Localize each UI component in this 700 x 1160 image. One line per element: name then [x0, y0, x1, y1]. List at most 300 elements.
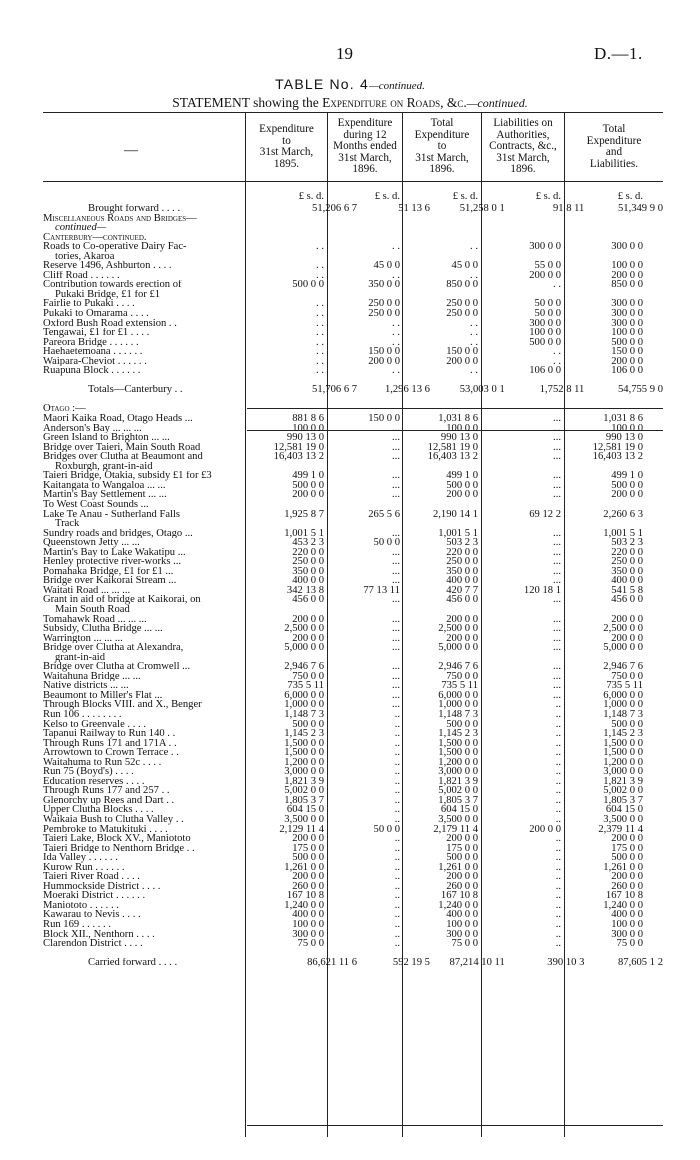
amount-cell: . . [470, 269, 478, 281]
amount-cell: 12,581 19 0 [592, 441, 643, 453]
amount-cell: 120 18 1 [523, 584, 561, 596]
row-label: Taieri River Road . . . . [43, 872, 140, 882]
row-label: Maori Kaika Road, Otago Heads ... [43, 414, 193, 424]
header-bottom-rule [43, 181, 663, 182]
amount-cell [327, 395, 402, 405]
row-label: Bridge over Taieri, Main South Road [43, 442, 201, 453]
amount-cell: ... [553, 565, 561, 577]
row-label: Sundry roads and bridges, Otago ... [43, 528, 193, 539]
amount-cell: 1,145 2 3 [284, 728, 324, 740]
amount-cell: 1,240 0 0 [603, 899, 643, 911]
amount-cell: ... [392, 670, 400, 682]
row-label: Carried forward . . . . [88, 958, 178, 968]
table-row [43, 471, 663, 481]
amount-cell: ... [553, 632, 561, 644]
amount-cell: 400 0 0 [446, 575, 478, 587]
amount-cell: . . [316, 269, 324, 281]
amount-cell [327, 214, 402, 224]
amount-cell: 300 0 0 [611, 298, 643, 310]
amount-cell: 1,148 7 3 [603, 708, 643, 720]
amount-cell: 1,261 0 0 [284, 861, 324, 873]
amount-cell: 500 0 0 [611, 718, 643, 730]
amount-cell [414, 223, 493, 233]
amount-cell: 1,296 13 6 [384, 384, 430, 396]
amount-cell: 1,752 8 11 [539, 384, 585, 396]
table-row [43, 853, 663, 863]
amount-cell: ... [392, 451, 400, 463]
amount-cell: 1,000 0 0 [438, 699, 478, 711]
amount-cell: .. [555, 814, 561, 825]
header-line: Liabilities. [589, 157, 639, 170]
amount-cell: .. [394, 899, 400, 911]
amount-cell: ... [392, 699, 400, 711]
row-label: Run 169 . . . . . . [43, 920, 111, 930]
amount-cell: ... [392, 422, 400, 434]
amount-cell: 51,349 9 0 [617, 203, 663, 214]
amount-cell: 990 13 0 [440, 432, 478, 444]
row-label: Pembroke to Matukituki . . . . [43, 824, 168, 835]
amount-cell: 175 0 0 [292, 842, 324, 854]
row-label: Pukaki to Omarama . . . . [43, 309, 149, 319]
amount-cell: 51 13 6 [398, 203, 430, 214]
amount-cell: 150 0 0 [368, 346, 400, 358]
table-title-continued: —continued. [368, 80, 425, 92]
amount-cell: ... [553, 623, 561, 635]
column-header-exp-1895 [246, 124, 327, 170]
amount-cell: 16,403 13 2 [273, 451, 324, 463]
amount-cell: ... [392, 575, 400, 587]
table-row [43, 261, 663, 271]
amount-cell: . . [316, 355, 324, 367]
amount-cell: 1,500 0 0 [603, 737, 643, 749]
amount-cell [339, 605, 414, 615]
amount-cell: 100 0 0 [292, 422, 324, 434]
amount-cell: 735 5 11 [606, 680, 643, 692]
amount-cell: .. [555, 794, 561, 806]
table-row [43, 920, 663, 930]
amount-cell: 220 0 0 [611, 546, 643, 558]
amount-cell: .. [555, 718, 561, 730]
amount-cell: .. [394, 728, 400, 740]
table-row [43, 825, 663, 835]
amount-cell: 51,258 0 1 [459, 203, 505, 214]
table-row [43, 557, 663, 567]
amount-cell: 250 0 0 [292, 556, 324, 568]
amount-cell: 2,179 11 4 [433, 823, 478, 835]
amount-cell: .. [394, 852, 400, 864]
amount-cell: .. [555, 842, 561, 854]
amount-cell: 2,190 14 1 [432, 508, 478, 520]
row-label: Kurow Run . . . . . . [43, 862, 125, 873]
amount-cell: 503 2 3 [611, 537, 643, 549]
amount-cell: .. [555, 852, 561, 864]
amount-cell: .. [394, 871, 400, 883]
amount-cell: 2,260 6 3 [603, 508, 643, 520]
table-row [43, 433, 663, 443]
amount-cell: .. [394, 909, 400, 921]
amount-cell: 5,000 0 0 [438, 642, 478, 654]
amount-cell: 6,000 0 0 [284, 689, 324, 701]
amount-cell: 1,001 5 1 [603, 527, 643, 539]
row-label: Run 75 (Boyd's) . . . . [43, 767, 134, 777]
amount-cell: 1,261 0 0 [603, 861, 643, 873]
amount-cell: 750 0 0 [611, 670, 643, 682]
amount-cell: 75 0 0 [451, 938, 478, 950]
table-row [43, 481, 663, 491]
table-row [43, 796, 663, 806]
amount-cell: 1,261 0 0 [438, 861, 478, 873]
amount-cell: 500 0 0 [611, 336, 643, 348]
row-label: Taieri Bridge, Otakia, subsidy £1 for £3 [43, 471, 212, 481]
amount-cell: 220 0 0 [292, 546, 324, 558]
amount-cell: .. [394, 938, 400, 950]
amount-cell: 300 0 0 [446, 928, 478, 940]
amount-cell [493, 605, 576, 615]
row-label: Lake Te Anau - Sutherland Falls [43, 509, 181, 520]
table-row [43, 519, 663, 529]
row-label: Native districts ... ... [43, 681, 129, 691]
row-label: Waipara-Cheviot . . . . . . [43, 356, 147, 367]
amount-cell: 400 0 0 [611, 909, 643, 921]
row-label: Martin's Bay Settlement ... ... [43, 490, 167, 500]
amount-cell: ... [392, 556, 400, 568]
amount-cell: 100 0 0 [446, 919, 478, 931]
table-row [43, 624, 663, 634]
table-row [43, 815, 663, 825]
amount-cell: ... [553, 661, 561, 673]
amount-cell: 260 0 0 [292, 880, 324, 892]
amount-cell: 350 0 0 [292, 565, 324, 577]
amount-cell: 175 0 0 [446, 842, 478, 854]
amount-cell: 420 7 7 [446, 584, 478, 596]
amount-cell: . . [392, 241, 400, 253]
amount-cell: 200 0 0 [611, 269, 643, 281]
amount-cell: 50 0 0 [534, 308, 561, 320]
row-label: Bridge over Clutha at Cromwell ... [43, 662, 191, 672]
amount-cell: 350 0 0 [611, 565, 643, 577]
amount-cell: 250 0 0 [611, 556, 643, 568]
amount-cell: ... [553, 642, 561, 654]
amount-cell: 500 0 0 [529, 336, 561, 348]
amount-cell: 75 0 0 [616, 938, 643, 950]
amount-cell: 45 0 0 [373, 260, 400, 272]
row-label: Contribution towards erection of [43, 280, 182, 290]
amount-cell: .. [394, 737, 400, 749]
table-row [43, 863, 663, 873]
amount-cell: 1,821 3 9 [438, 775, 478, 787]
amount-cell: ... [392, 479, 400, 491]
amount-cell: 100 0 0 [611, 422, 643, 434]
row-label: Henley protective river-works ... [43, 557, 182, 567]
table-row [43, 834, 663, 844]
amount-cell: 200 0 0 [292, 489, 324, 501]
amount-cell [481, 214, 564, 224]
amount-cell: 1,200 0 0 [603, 756, 643, 768]
subtitle-continued: —continued. [466, 96, 528, 110]
row-label: To West Coast Sounds ... [43, 499, 149, 510]
table-row [43, 767, 663, 777]
amount-cell: 456 0 0 [611, 594, 643, 606]
row-label: Reserve 1496, Ashburton . . . . [43, 261, 172, 271]
row-label: grant-in-aid [55, 652, 106, 663]
amount-cell: 54,755 9 0 [617, 384, 663, 396]
table-row [43, 319, 663, 329]
table-row [43, 424, 663, 434]
amount-cell: 499 1 0 [611, 470, 643, 482]
total-row [43, 958, 663, 968]
amount-cell: 990 13 0 [286, 432, 324, 444]
amount-cell: 300 0 0 [529, 317, 561, 329]
table-row [43, 290, 663, 300]
amount-cell [339, 223, 414, 233]
amount-cell [481, 404, 564, 414]
amount-cell: 53,003 0 1 [459, 384, 505, 396]
table-row [43, 681, 663, 691]
amount-cell: 50 0 0 [534, 298, 561, 310]
row-label: Main South Road [55, 604, 130, 615]
amount-cell: 1,200 0 0 [438, 756, 478, 768]
header-line: during 12 [343, 128, 387, 141]
amount-cell [245, 233, 327, 243]
amount-cell: 3,000 0 0 [603, 766, 643, 778]
units-cell: £ s. d. [374, 191, 400, 202]
amount-cell: 850 0 0 [446, 279, 478, 291]
amount-cell: ... [553, 422, 561, 434]
table-title-main: TABLE No. 4 [275, 76, 369, 92]
amount-cell: ... [392, 489, 400, 501]
amount-cell: 400 0 0 [292, 909, 324, 921]
amount-cell: 1,145 2 3 [438, 728, 478, 740]
amount-cell: .. [394, 747, 400, 759]
amount-cell: 1,500 0 0 [438, 737, 478, 749]
amount-cell: ... [553, 489, 561, 501]
amount-cell: .. [394, 880, 400, 892]
table-row [43, 882, 663, 892]
row-label: Subsidy, Clutha Bridge ... ... [43, 624, 163, 634]
amount-cell: ... [392, 661, 400, 673]
table-row [43, 280, 663, 290]
table-row [43, 777, 663, 787]
amount-cell: 200 0 0 [611, 632, 643, 644]
amount-cell: ... [553, 680, 561, 692]
column-header-total-exp-liabilities [565, 124, 663, 170]
amount-cell: 300 0 0 [529, 241, 561, 253]
amount-cell: 1,145 2 3 [603, 728, 643, 740]
table-row [43, 538, 663, 548]
row-label: Kawarau to Nevis . . . . [43, 910, 141, 921]
amount-cell: 200 0 0 [611, 355, 643, 367]
amount-cell: 1,148 7 3 [438, 708, 478, 720]
amount-cell: 499 1 0 [292, 470, 324, 482]
amount-cell: 100 0 0 [611, 919, 643, 931]
statement-subtitle [0, 95, 700, 111]
amount-cell: .. [394, 842, 400, 854]
amount-cell: 200 0 0 [446, 489, 478, 501]
table-row [43, 357, 663, 367]
header-line: Expenditure [414, 128, 470, 141]
table-row [43, 653, 663, 663]
table-row [43, 452, 663, 462]
column-header-liabilities [482, 118, 564, 176]
amount-cell: . . [392, 365, 400, 377]
table-row [43, 672, 663, 682]
amount-cell: 250 0 0 [446, 298, 478, 310]
amount-cell: ... [553, 613, 561, 625]
amount-cell: 16,403 13 2 [427, 451, 478, 463]
amount-cell: 91 8 11 [552, 203, 585, 214]
amount-cell: ... [553, 594, 561, 606]
amount-cell: . . [316, 346, 324, 358]
amount-cell: 200 0 0 [446, 871, 478, 883]
amount-cell: 1,200 0 0 [284, 756, 324, 768]
amount-cell: .. [555, 756, 561, 768]
amount-cell: ... [392, 594, 400, 606]
row-label: Totals—Canterbury . . [88, 385, 183, 395]
amount-cell: .. [555, 928, 561, 940]
amount-cell: . . [470, 327, 478, 339]
amount-cell: 750 0 0 [446, 670, 478, 682]
header-line: 1895. [273, 157, 300, 170]
amount-cell: .. [394, 766, 400, 778]
amount-cell: ... [553, 575, 561, 587]
row-label: Waitahuna Bridge ... ... [43, 671, 141, 682]
amount-cell: .. [555, 775, 561, 787]
amount-cell: 342 13 8 [286, 584, 324, 596]
amount-cell: 1,805 3 7 [284, 794, 324, 806]
document-reference: D.—1. [594, 44, 643, 63]
amount-cell: 2,946 7 6 [284, 661, 324, 673]
subtotal-rule-bottom [247, 430, 663, 431]
amount-cell: 5,000 0 0 [284, 642, 324, 654]
amount-cell: 100 0 0 [611, 327, 643, 339]
amount-cell: 220 0 0 [446, 546, 478, 558]
amount-cell: 1,000 0 0 [603, 699, 643, 711]
units-cell: £ s. d. [617, 191, 643, 202]
amount-cell: 750 0 0 [292, 670, 324, 682]
amount-cell: ... [553, 556, 561, 568]
amount-cell: 499 1 0 [446, 470, 478, 482]
row-label: Ruapuna Block . . . . . . [43, 366, 141, 376]
page-header [0, 44, 700, 64]
table-row [43, 462, 663, 472]
table-row [43, 252, 663, 262]
amount-cell: 1,240 0 0 [284, 899, 324, 911]
row-label: Waitahuma to Run 52c . . . . [43, 757, 162, 768]
amount-cell: 2,946 7 6 [603, 661, 643, 673]
amount-cell: .. [555, 880, 561, 892]
amount-cell [245, 395, 327, 405]
row-label: Maniototo . . . . . . [43, 900, 119, 911]
amount-cell: 77 13 11 [363, 584, 400, 596]
amount-cell: 200 0 0 [292, 871, 324, 883]
amount-cell: 300 0 0 [611, 241, 643, 253]
table-row [43, 901, 663, 911]
amount-cell: 6,000 0 0 [438, 689, 478, 701]
table-row [43, 643, 663, 653]
header-line: Contracts, &c., [489, 140, 557, 153]
amount-cell: 200 0 0 [292, 613, 324, 625]
amount-cell: 150 0 0 [446, 346, 478, 358]
amount-cell: ... [392, 546, 400, 558]
amount-cell: 300 0 0 [611, 308, 643, 320]
header-line: 31st March, [496, 151, 550, 164]
amount-cell: 175 0 0 [611, 842, 643, 854]
amount-cell: 2,500 0 0 [438, 623, 478, 635]
amount-cell: 1,925 8 7 [284, 508, 324, 520]
amount-cell: 300 0 0 [611, 928, 643, 940]
amount-cell: 3,500 0 0 [438, 814, 478, 825]
table-row [43, 700, 663, 710]
row-label: continued— [55, 223, 107, 233]
amount-cell: 167 10 8 [286, 890, 324, 902]
amount-cell: .. [555, 919, 561, 931]
header-line: and [605, 146, 623, 159]
amount-cell: 500 0 0 [292, 852, 324, 864]
amount-cell: .. [394, 928, 400, 940]
amount-cell: ... [553, 413, 561, 425]
table-row [43, 786, 663, 796]
amount-cell [481, 395, 564, 405]
amount-cell: 1,000 0 0 [284, 699, 324, 711]
amount-cell: 75 0 0 [297, 938, 324, 950]
amount-cell: 3,000 0 0 [438, 766, 478, 778]
amount-cell: 3,500 0 0 [603, 814, 643, 825]
header-line: to [437, 140, 447, 153]
amount-cell: 200 0 0 [611, 613, 643, 625]
table-row [43, 299, 663, 309]
row-label: Pomahaka Bridge, £1 for £1 ... [43, 566, 174, 577]
amount-cell: ... [392, 565, 400, 577]
amount-cell: 200 0 0 [446, 833, 478, 845]
amount-cell: 250 0 0 [368, 308, 400, 320]
header-line: Liabilities on [493, 117, 553, 129]
amount-cell: 6,000 0 0 [603, 689, 643, 701]
amount-cell: 2,946 7 6 [438, 661, 478, 673]
table-row [43, 729, 663, 739]
row-label: Bridge over Clutha at Alexandra, [43, 643, 184, 653]
row-label: Pukaki Bridge, £1 for £1 [55, 289, 161, 300]
amount-cell: 350 0 0 [368, 279, 400, 291]
amount-cell: ... [392, 441, 400, 453]
subtotal-rule [247, 408, 663, 409]
amount-cell: 3,000 0 0 [284, 766, 324, 778]
amount-cell: .. [394, 919, 400, 931]
amount-cell: .. [394, 756, 400, 768]
amount-cell: . . [316, 327, 324, 339]
amount-cell: .. [555, 708, 561, 720]
amount-cell: 390 10 3 [547, 957, 585, 969]
row-label: Grant in aid of bridge at Kaikorai, on [43, 595, 201, 605]
amount-cell: 500 0 0 [611, 479, 643, 491]
row-label: Track [55, 519, 80, 529]
row-label [43, 395, 245, 405]
header-line: 1896. [510, 163, 536, 176]
amount-cell: 100 0 0 [292, 919, 324, 931]
amount-cell: .. [394, 814, 400, 825]
table-top-rule [43, 112, 663, 113]
amount-cell: ... [553, 470, 561, 482]
units-cell: £ s. d. [452, 191, 478, 202]
row-label: Ida Valley . . . . . . [43, 853, 118, 863]
table-row [43, 605, 663, 615]
amount-cell: 1,821 3 9 [603, 775, 643, 787]
amount-cell: 50 0 0 [373, 537, 400, 549]
amount-cell: .. [555, 737, 561, 749]
row-label: Glenorchy up Rees and Dart . . [43, 795, 175, 806]
amount-cell: 604 15 0 [440, 804, 478, 816]
amount-cell: .. [555, 871, 561, 883]
amount-cell: 150 0 0 [611, 346, 643, 358]
